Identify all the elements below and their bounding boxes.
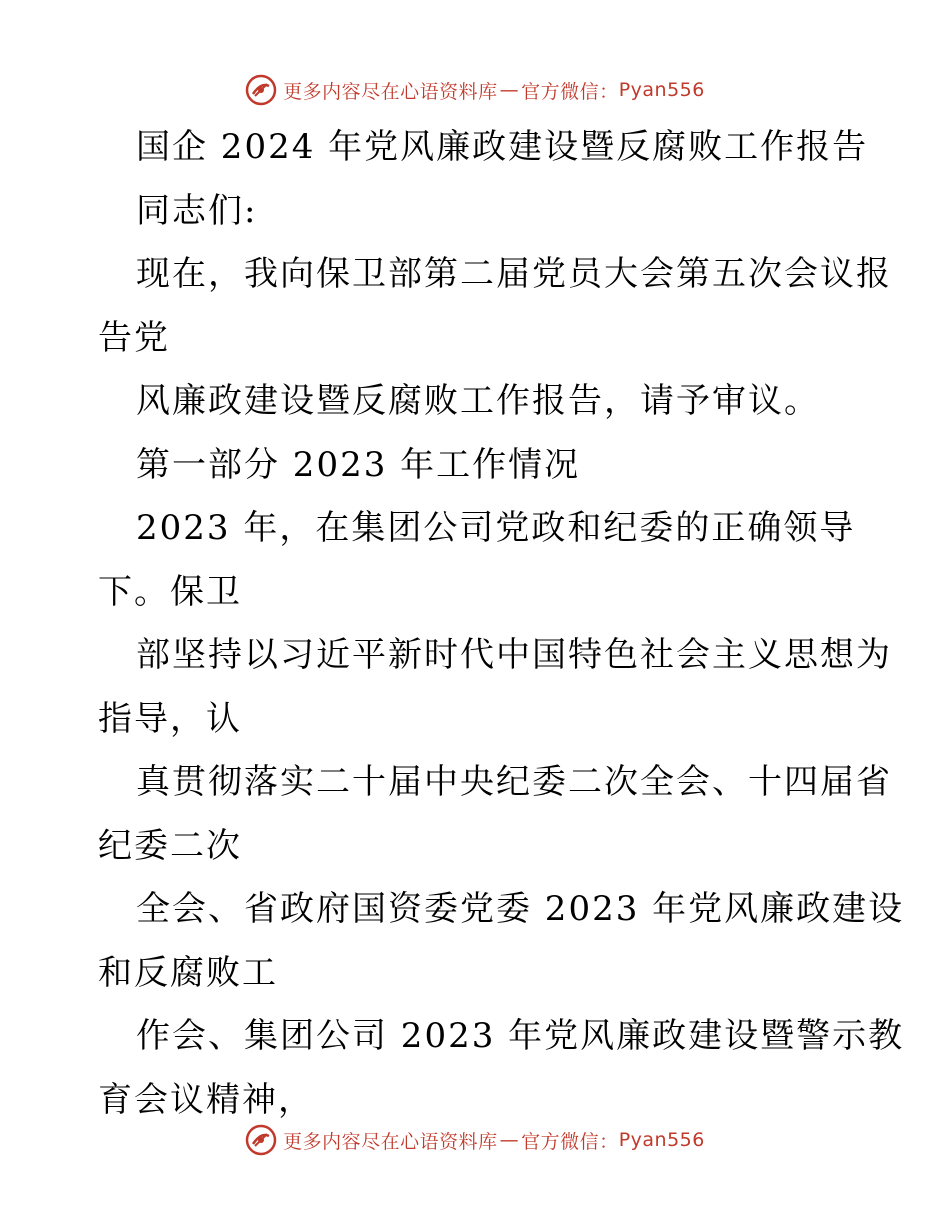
- document-line: 部坚持以习近平新时代中国特色社会主义思想为: [136, 635, 892, 675]
- document-line: 下。保卫: [98, 571, 242, 612]
- document-line: 第一部分 2023 年工作情况: [136, 444, 581, 485]
- watermark-wechat-id: Pyan556: [618, 1129, 705, 1151]
- document-body: [98, 122, 905, 1138]
- watermark-wechat-label: 官方微信：: [521, 80, 619, 103]
- document-line: 国企 2024 年党风廉政建设暨反腐败工作报告: [136, 127, 869, 167]
- document-line: 2023 年，在集团公司党政和纪委的正确领导: [136, 508, 856, 548]
- watermark-separator: —: [499, 1129, 520, 1151]
- footer-watermark: [0, 1120, 950, 1160]
- document-line: 真贯彻落实二十届中央纪委二次全会、十四届省: [136, 762, 892, 802]
- book-logo-icon: [245, 74, 277, 106]
- document-line: 全会、省政府国资委党委 2023 年党风廉政建设: [136, 889, 905, 929]
- document-line: 指导，认: [98, 698, 242, 739]
- watermark-wechat-id: Pyan556: [618, 79, 705, 101]
- header-watermark: [0, 70, 950, 110]
- watermark-text: 更多内容尽在心语资料库: [283, 1130, 498, 1153]
- document-line: 纪委二次: [98, 825, 242, 866]
- watermark-wechat-label: 官方微信：: [521, 1130, 619, 1153]
- book-logo-icon: [245, 1124, 277, 1156]
- document-line: 和反腐败工: [98, 952, 278, 993]
- document-line: 风廉政建设暨反腐败工作报告，请予审议。: [136, 381, 820, 421]
- watermark-text: 更多内容尽在心语资料库: [283, 80, 498, 103]
- document-line: 现在，我向保卫部第二届党员大会第五次会议报: [136, 254, 892, 294]
- document-line: 同志们:: [136, 190, 258, 231]
- document-line: 告党: [98, 317, 170, 358]
- watermark-separator: —: [499, 79, 520, 101]
- document-line: 育会议精神，: [98, 1079, 314, 1120]
- document-line: 作会、集团公司 2023 年党风廉政建设暨警示教: [136, 1016, 905, 1056]
